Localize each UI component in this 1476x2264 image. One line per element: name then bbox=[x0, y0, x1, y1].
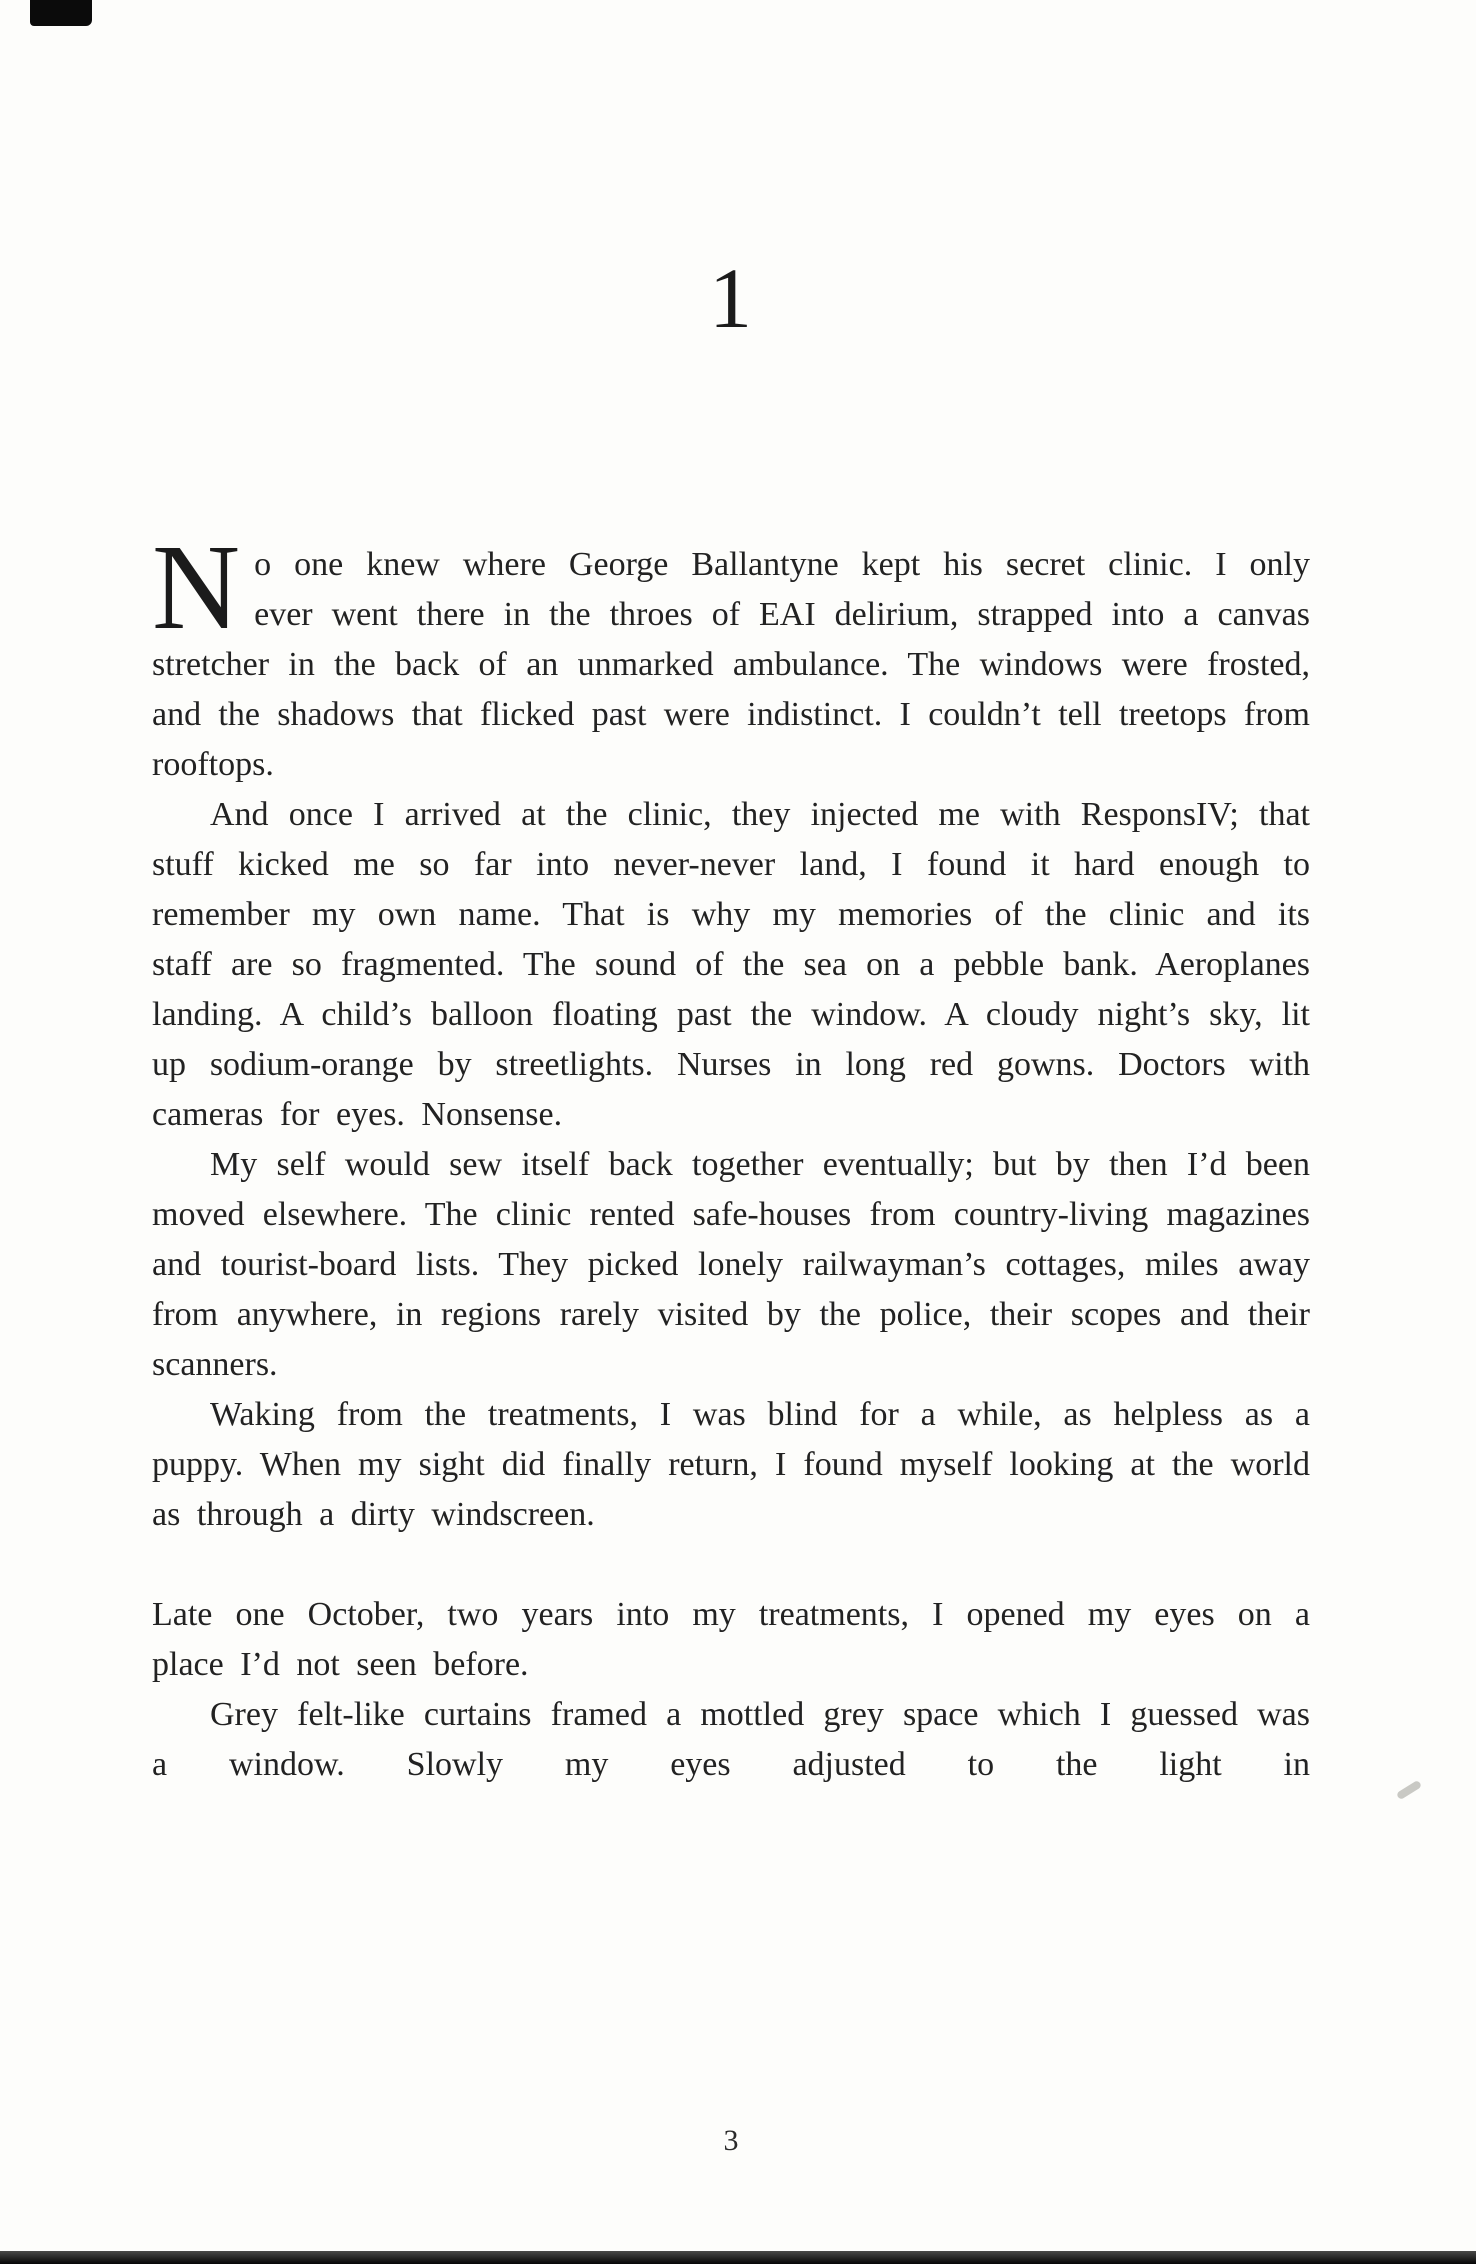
paragraph: And once I arrived at the clinic, they injected me with ResponsIV; that stuff kicked me so far into never-never land, I found it hard enough to remember my own name. That is why my memories of the clinic and its staff are so fragmented. The sound of the sea on a pebble bank. Aeroplanes landing. A child’s balloon floating past the window. A cloudy night’s sky, lit up sodium-orange by streetlights. Nurses in long red gowns. Doctors with cameras for eyes. Nonsense. bbox=[152, 796, 1310, 1133]
paragraph-opening bbox=[152, 520, 1310, 790]
scan-smudge bbox=[1396, 1780, 1422, 1801]
scan-artifact-bottom-edge bbox=[0, 2251, 1476, 2264]
scan-artifact-top-left bbox=[30, 0, 92, 26]
text-block bbox=[152, 520, 1310, 1790]
paragraph: Waking from the treatments, I was blind for a while, as helpless as a puppy. When my sight did finally return, I found myself looking at the world as through a dirty windscreen. bbox=[152, 1396, 1310, 1533]
chapter-number: 1 bbox=[709, 250, 753, 346]
paragraph: My self would sew itself back together eventually; but by then I’d been moved elsewhere. The clinic rented safe-houses from country-living magazines and tourist-board lists. They picked lonely railwayman’s cottages, miles away from anywhere, in regions rarely visited by the police, their scopes and their scanners. bbox=[152, 1146, 1310, 1383]
paragraph-text: o one knew where George Ballantyne kept his secret clinic. I only ever went there in the throes of EAI delirium, strapped into a canvas stretcher in the back of an unmarked ambulance. The windows were frosted, and the shadows that flicked past were indistinct. I couldn’t tell treetops from rooftops. bbox=[152, 546, 1310, 783]
page-number: 3 bbox=[723, 2124, 739, 2157]
paragraph-section-start: Late one October, two years into my treatments, I opened my eyes on a place I’d not seen before. bbox=[152, 1596, 1310, 1683]
paragraph-last: Grey felt-like curtains framed a mottled grey space which I guessed was a window. Slowly my eyes adjusted to the light in bbox=[152, 1696, 1310, 1783]
drop-cap: N bbox=[152, 520, 241, 655]
